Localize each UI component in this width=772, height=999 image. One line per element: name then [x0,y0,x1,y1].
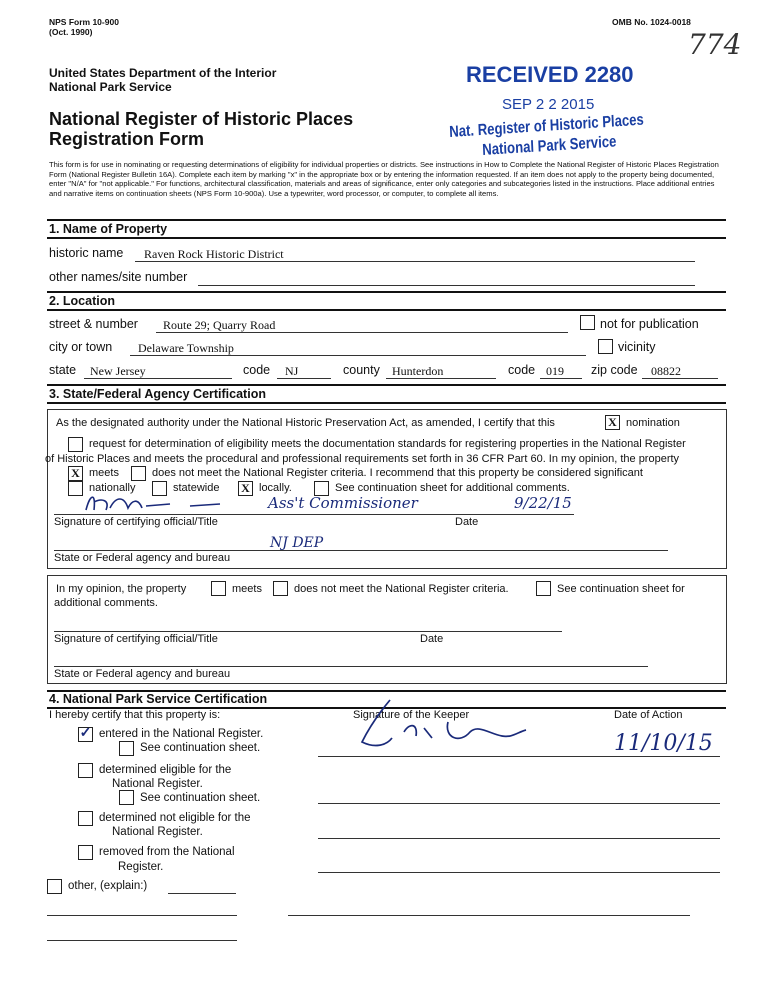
county-code-label: code [508,363,536,377]
keeper-signature-line-3[interactable] [318,838,720,839]
form-title-line2: Registration Form [49,129,205,149]
stamp-date: SEP 2 2 2015 [502,96,595,113]
signature-label-2: Signature of certifying official/Title [54,633,218,645]
entered-checkbox[interactable]: ✓ [79,726,92,741]
does-not-meet-checkbox[interactable] [131,466,146,481]
request-text: request for determination of eligibility meets the documentation standards for registering properties in the National Register [89,438,686,450]
date-label-2: Date [420,633,444,645]
nationally-label: nationally [89,482,136,494]
keeper-signature-line-1[interactable] [318,756,720,757]
agency-line-2[interactable] [54,666,648,667]
determined-eligible-label: determined eligible for the [99,764,232,776]
other-names-field[interactable] [198,285,695,286]
does-not-meet-label: does not meet the National Register criteria. I recommend that this property be considered significant [152,467,643,479]
signature-line[interactable] [54,514,574,515]
omb-number: OMB No. 1024-0018 [612,17,691,27]
other-explain-line-2[interactable] [47,915,237,916]
divider [47,219,726,221]
signature-label: Signature of certifying official/Title [54,516,218,528]
additional-comments-label: additional comments. [54,597,158,609]
removed-label-2: Register. [118,861,164,873]
county-value[interactable]: Hunterdon [392,364,444,378]
other-checkbox[interactable] [47,879,62,894]
divider [47,237,726,239]
keeper-signature-line-5[interactable] [288,915,690,916]
meets-label: meets [89,467,119,479]
handwritten-cert-date: 9/22/15 [514,494,572,512]
not-eligible-checkbox[interactable] [78,811,93,826]
see-continuation-label-2: See continuation sheet. [140,792,261,804]
locally-checkbox[interactable]: X [238,481,253,496]
zip-label: zip code [591,363,638,377]
divider [47,291,726,293]
removed-checkbox[interactable] [78,845,93,860]
section2-heading: 2. Location [49,294,115,308]
agency-label: State or Federal agency and bureau [54,552,231,564]
divider [47,309,726,311]
form-title-line1: National Register of Historic Places [49,109,354,129]
city-label: city or town [49,340,113,354]
other-explain-line-3[interactable] [47,940,237,941]
opinion-continuation-label: See continuation sheet for [557,583,685,595]
see-continuation-checkbox-1[interactable] [119,741,134,756]
city-value[interactable]: Delaware Township [138,341,234,355]
stamp-line1: Nat. Register of Historic Places [449,111,645,141]
determined-eligible-checkbox[interactable] [78,763,93,778]
entered-label: entered in the National Register. [99,728,264,740]
see-continuation-checkbox-2[interactable] [119,790,134,805]
signature-line-2[interactable] [54,631,562,632]
statewide-label: statewide [173,482,220,494]
request-checkbox[interactable] [68,437,83,452]
received-stamp: RECEIVED 2280 [466,62,634,87]
not-eligible-label-2: National Register. [112,826,203,838]
opinion-text: In my opinion, the property [56,583,187,595]
divider [47,402,726,404]
see-continuation-label-1: See continuation sheet. [140,742,261,754]
section1-heading: 1. Name of Property [49,222,168,236]
nomination-label: nomination [626,417,680,429]
agency-line2: National Park Service [49,80,172,94]
handwritten-agency: NJ DEP [270,535,324,551]
handwritten-title: Ass't Commissioner [268,494,418,512]
historic-name-label: historic name [49,246,124,260]
county-label: county [343,363,380,377]
street-value[interactable]: Route 29; Quarry Road [163,318,276,332]
keeper-signature-line-2[interactable] [318,803,720,804]
historic-name-value[interactable]: Raven Rock Historic District [144,247,284,261]
certify-property-text: I hereby certify that this property is: [49,709,221,721]
zip-value[interactable]: 08822 [651,364,681,378]
agency-line[interactable] [54,550,668,551]
county-code-value[interactable]: 019 [546,364,564,378]
opinion-does-not-meet-label: does not meet the National Register criteria. [294,583,509,595]
state-label: state [49,363,77,377]
section3-heading: 3. State/Federal Agency Certification [49,387,266,401]
agency-label-2: State or Federal agency and bureau [54,668,231,680]
vicinity-label: vicinity [618,340,656,354]
date-label: Date [455,516,479,528]
instructions-text: This form is for use in nominating or requesting determinations of eligibility for individual properties or districts. See instructions in How to Complete the National Register of Historic Places Registration Form (National Register Bulletin 16A). Complete each item by marking "x" in the appropriate box or by entering the information requested. If an item does not apply to the property being documented, enter "N/A" for "not applicable." For functions, architectural classification, materials and areas of significance, enter only categories and subcategories listed in the instructions. Place additional entries and narrative items on continuation sheets (NPS Form 10-900a). Use a typewriter, word processor, or computer, to complete all items. [49,160,719,198]
state-value[interactable]: New Jersey [90,364,146,378]
meets-checkbox[interactable]: X [68,466,83,481]
handwritten-action-date: 11/10/15 [614,731,713,756]
other-label: other, (explain:) [68,880,148,892]
keeper-signature-line-4[interactable] [318,872,720,873]
opinion-continuation-checkbox[interactable] [536,581,551,596]
opinion-meets-checkbox[interactable] [211,581,226,596]
section4-heading: 4. National Park Service Certification [49,692,268,706]
determined-eligible-label-2: National Register. [112,778,203,790]
removed-label: removed from the National [99,846,235,858]
state-code-label: code [243,363,271,377]
keeper-label: Signature of the Keeper [353,709,470,721]
not-eligible-label: determined not eligible for the [99,812,251,824]
other-explain-line[interactable] [168,893,236,894]
form-date: (Oct. 1990) [49,27,93,37]
opinion-does-not-meet-checkbox[interactable] [273,581,288,596]
other-names-label: other names/site number [49,270,188,284]
not-for-publication-checkbox[interactable] [580,315,595,330]
certify-text: As the designated authority under the National Historic Preservation Act, as amended, I certify that this [56,417,555,429]
handwritten-reference-number: 774 [688,28,742,61]
agency-line1: United States Department of the Interior [49,66,277,80]
nomination-checkbox[interactable]: X [605,415,620,430]
not-for-publication-label: not for publication [600,317,699,331]
state-code-value[interactable]: NJ [285,364,299,378]
request-text-line2: of Historic Places and meets the procedural and professional requirements set forth in 36 CFR Part 60. In my opinion, the property [45,453,680,465]
opinion-meets-label: meets [232,583,262,595]
street-label: street & number [49,317,138,331]
continuation-label: See continuation sheet for additional comments. [335,482,570,494]
divider [47,384,726,386]
vicinity-checkbox[interactable] [598,339,613,354]
stamp-line2: National Park Service [482,133,617,159]
locally-label: locally. [259,482,292,494]
keeper-signature [340,692,550,762]
form-number: NPS Form 10-900 [49,17,119,27]
date-of-action-label: Date of Action [614,709,683,721]
